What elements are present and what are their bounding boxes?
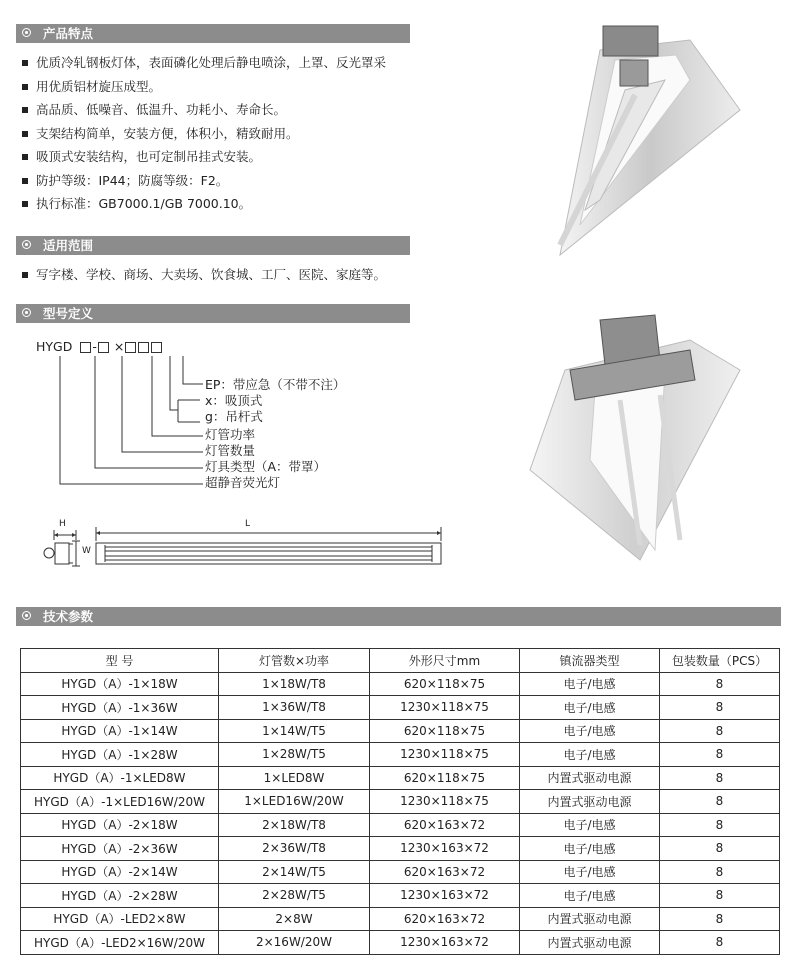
table-row bbox=[21, 837, 780, 861]
cell-pack: 8 bbox=[660, 907, 780, 931]
table-row bbox=[21, 743, 780, 767]
cell-size: 620×118×75 bbox=[370, 672, 520, 696]
table-row bbox=[21, 907, 780, 931]
model-prefix: HYGD bbox=[36, 339, 73, 354]
cell-size: 1230×118×75 bbox=[370, 743, 520, 767]
cell-pack: 8 bbox=[660, 672, 780, 696]
cell-tube: 1×28W/T5 bbox=[219, 743, 370, 767]
cell-size: 1230×163×72 bbox=[370, 931, 520, 955]
legend-type: 灯具类型（A：带罩） bbox=[205, 459, 327, 474]
table-row bbox=[21, 696, 780, 720]
cell-ballast: 电子/电感 bbox=[520, 743, 660, 767]
dim-w-label: W bbox=[82, 546, 91, 556]
table-row bbox=[21, 860, 780, 884]
cell-tube: 1×LED16W/20W bbox=[219, 790, 370, 814]
feature-item: 高品质、低噪音、低温升、功耗小、寿命长。 bbox=[22, 98, 386, 122]
col-header-model: 型 号 bbox=[21, 649, 219, 673]
cell-pack: 8 bbox=[660, 696, 780, 720]
cell-size: 1230×163×72 bbox=[370, 884, 520, 908]
cell-size: 620×118×75 bbox=[370, 766, 520, 790]
feature-item-continued: 用优质铝材旋压成型。 bbox=[22, 75, 386, 99]
cell-ballast: 电子/电感 bbox=[520, 813, 660, 837]
code-separator: - bbox=[92, 339, 97, 354]
cell-ballast: 电子/电感 bbox=[520, 884, 660, 908]
section-title: 适用范围 bbox=[43, 238, 94, 253]
cell-ballast: 电子/电感 bbox=[520, 696, 660, 720]
section-title: 产品特点 bbox=[43, 26, 94, 41]
section-header-specs bbox=[16, 607, 781, 626]
legend-power: 灯管功率 bbox=[205, 427, 256, 442]
cell-model: HYGD（A）-1×36W bbox=[21, 696, 219, 720]
cell-size: 620×118×75 bbox=[370, 719, 520, 743]
dim-h-label: H bbox=[59, 519, 66, 529]
cell-tube: 1×14W/T5 bbox=[219, 719, 370, 743]
feature-item: 执行标准：GB7000.1/GB 7000.10。 bbox=[22, 192, 386, 216]
legend-count: 灯管数量 bbox=[205, 443, 256, 458]
cell-ballast: 电子/电感 bbox=[520, 719, 660, 743]
cell-pack: 8 bbox=[660, 837, 780, 861]
cell-pack: 8 bbox=[660, 790, 780, 814]
cell-ballast: 内置式驱动电源 bbox=[520, 766, 660, 790]
cell-pack: 8 bbox=[660, 931, 780, 955]
cell-ballast: 内置式驱动电源 bbox=[520, 907, 660, 931]
feature-item: 吸顶式安装结构，也可定制吊挂式安装。 bbox=[22, 145, 386, 169]
bullet-circle-icon bbox=[22, 611, 31, 620]
dim-l-label: L bbox=[245, 519, 251, 529]
cell-pack: 8 bbox=[660, 719, 780, 743]
col-header-pack: 包装数量（PCS） bbox=[660, 649, 780, 673]
cell-size: 620×163×72 bbox=[370, 907, 520, 931]
cell-ballast: 内置式驱动电源 bbox=[520, 931, 660, 955]
cell-size: 620×163×72 bbox=[370, 813, 520, 837]
cell-pack: 8 bbox=[660, 743, 780, 767]
cell-tube: 2×16W/20W bbox=[219, 931, 370, 955]
feature-item: 防护等级：IP44；防腐等级：F2。 bbox=[22, 169, 386, 193]
specs-table bbox=[20, 648, 780, 955]
table-row bbox=[21, 766, 780, 790]
section-title: 技术参数 bbox=[43, 609, 94, 624]
cell-tube: 1×36W/T8 bbox=[219, 696, 370, 720]
cell-tube: 2×18W/T8 bbox=[219, 813, 370, 837]
section-title: 型号定义 bbox=[43, 306, 94, 321]
legend-series: 超静音荧光灯 bbox=[205, 475, 281, 490]
cell-model: HYGD（A）-2×18W bbox=[21, 813, 219, 837]
cell-pack: 8 bbox=[660, 813, 780, 837]
cell-model: HYGD（A）-2×28W bbox=[21, 884, 219, 908]
feature-item: 支架结构简单，安装方便，体积小，精致耐用。 bbox=[22, 122, 386, 146]
feature-item: 优质冷轧钢板灯体，表面磷化处理后静电喷涂，上罩、反光罩采 bbox=[22, 51, 386, 75]
cell-tube: 2×14W/T5 bbox=[219, 860, 370, 884]
cell-tube: 2×28W/T5 bbox=[219, 884, 370, 908]
cell-model: HYGD（A）-1×LED16W/20W bbox=[21, 790, 219, 814]
cell-ballast: 电子/电感 bbox=[520, 672, 660, 696]
cell-model: HYGD（A）-1×18W bbox=[21, 672, 219, 696]
cell-tube: 1×18W/T8 bbox=[219, 672, 370, 696]
cell-size: 1230×118×75 bbox=[370, 696, 520, 720]
cell-tube: 2×8W bbox=[219, 907, 370, 931]
col-header-tube: 灯管数×功率 bbox=[219, 649, 370, 673]
code-times: × bbox=[113, 339, 125, 354]
cell-size: 620×163×72 bbox=[370, 860, 520, 884]
cell-model: HYGD（A）-LED2×16W/20W bbox=[21, 931, 219, 955]
legend-suspended: g：吊杆式 bbox=[205, 409, 263, 424]
cell-model: HYGD（A）-1×LED8W bbox=[21, 766, 219, 790]
scope-item: 写字楼、学校、商场、大卖场、饮食城、工厂、医院、家庭等。 bbox=[22, 263, 386, 287]
cell-size: 1230×118×75 bbox=[370, 790, 520, 814]
table-row bbox=[21, 813, 780, 837]
legend-ceiling: x：吸顶式 bbox=[205, 393, 263, 408]
col-header-size: 外形尺寸mm bbox=[370, 649, 520, 673]
legend-emergency: EP：带应急（不带不注） bbox=[205, 377, 346, 392]
table-row bbox=[21, 719, 780, 743]
cell-size: 1230×163×72 bbox=[370, 837, 520, 861]
cell-pack: 8 bbox=[660, 766, 780, 790]
cell-pack: 8 bbox=[660, 884, 780, 908]
cell-model: HYGD（A）-1×14W bbox=[21, 719, 219, 743]
cell-model: HYGD（A）-2×14W bbox=[21, 860, 219, 884]
cell-model: HYGD（A）-LED2×8W bbox=[21, 907, 219, 931]
cell-tube: 1×LED8W bbox=[219, 766, 370, 790]
table-row bbox=[21, 931, 780, 955]
cell-ballast: 电子/电感 bbox=[520, 860, 660, 884]
cell-model: HYGD（A）-2×36W bbox=[21, 837, 219, 861]
table-header-row bbox=[21, 649, 780, 673]
cell-ballast: 电子/电感 bbox=[520, 837, 660, 861]
cell-ballast: 内置式驱动电源 bbox=[520, 790, 660, 814]
table-row bbox=[21, 672, 780, 696]
table-row bbox=[21, 790, 780, 814]
col-header-ballast: 镇流器类型 bbox=[520, 649, 660, 673]
table-row bbox=[21, 884, 780, 908]
cell-model: HYGD（A）-1×28W bbox=[21, 743, 219, 767]
cell-tube: 2×36W/T8 bbox=[219, 837, 370, 861]
cell-pack: 8 bbox=[660, 860, 780, 884]
